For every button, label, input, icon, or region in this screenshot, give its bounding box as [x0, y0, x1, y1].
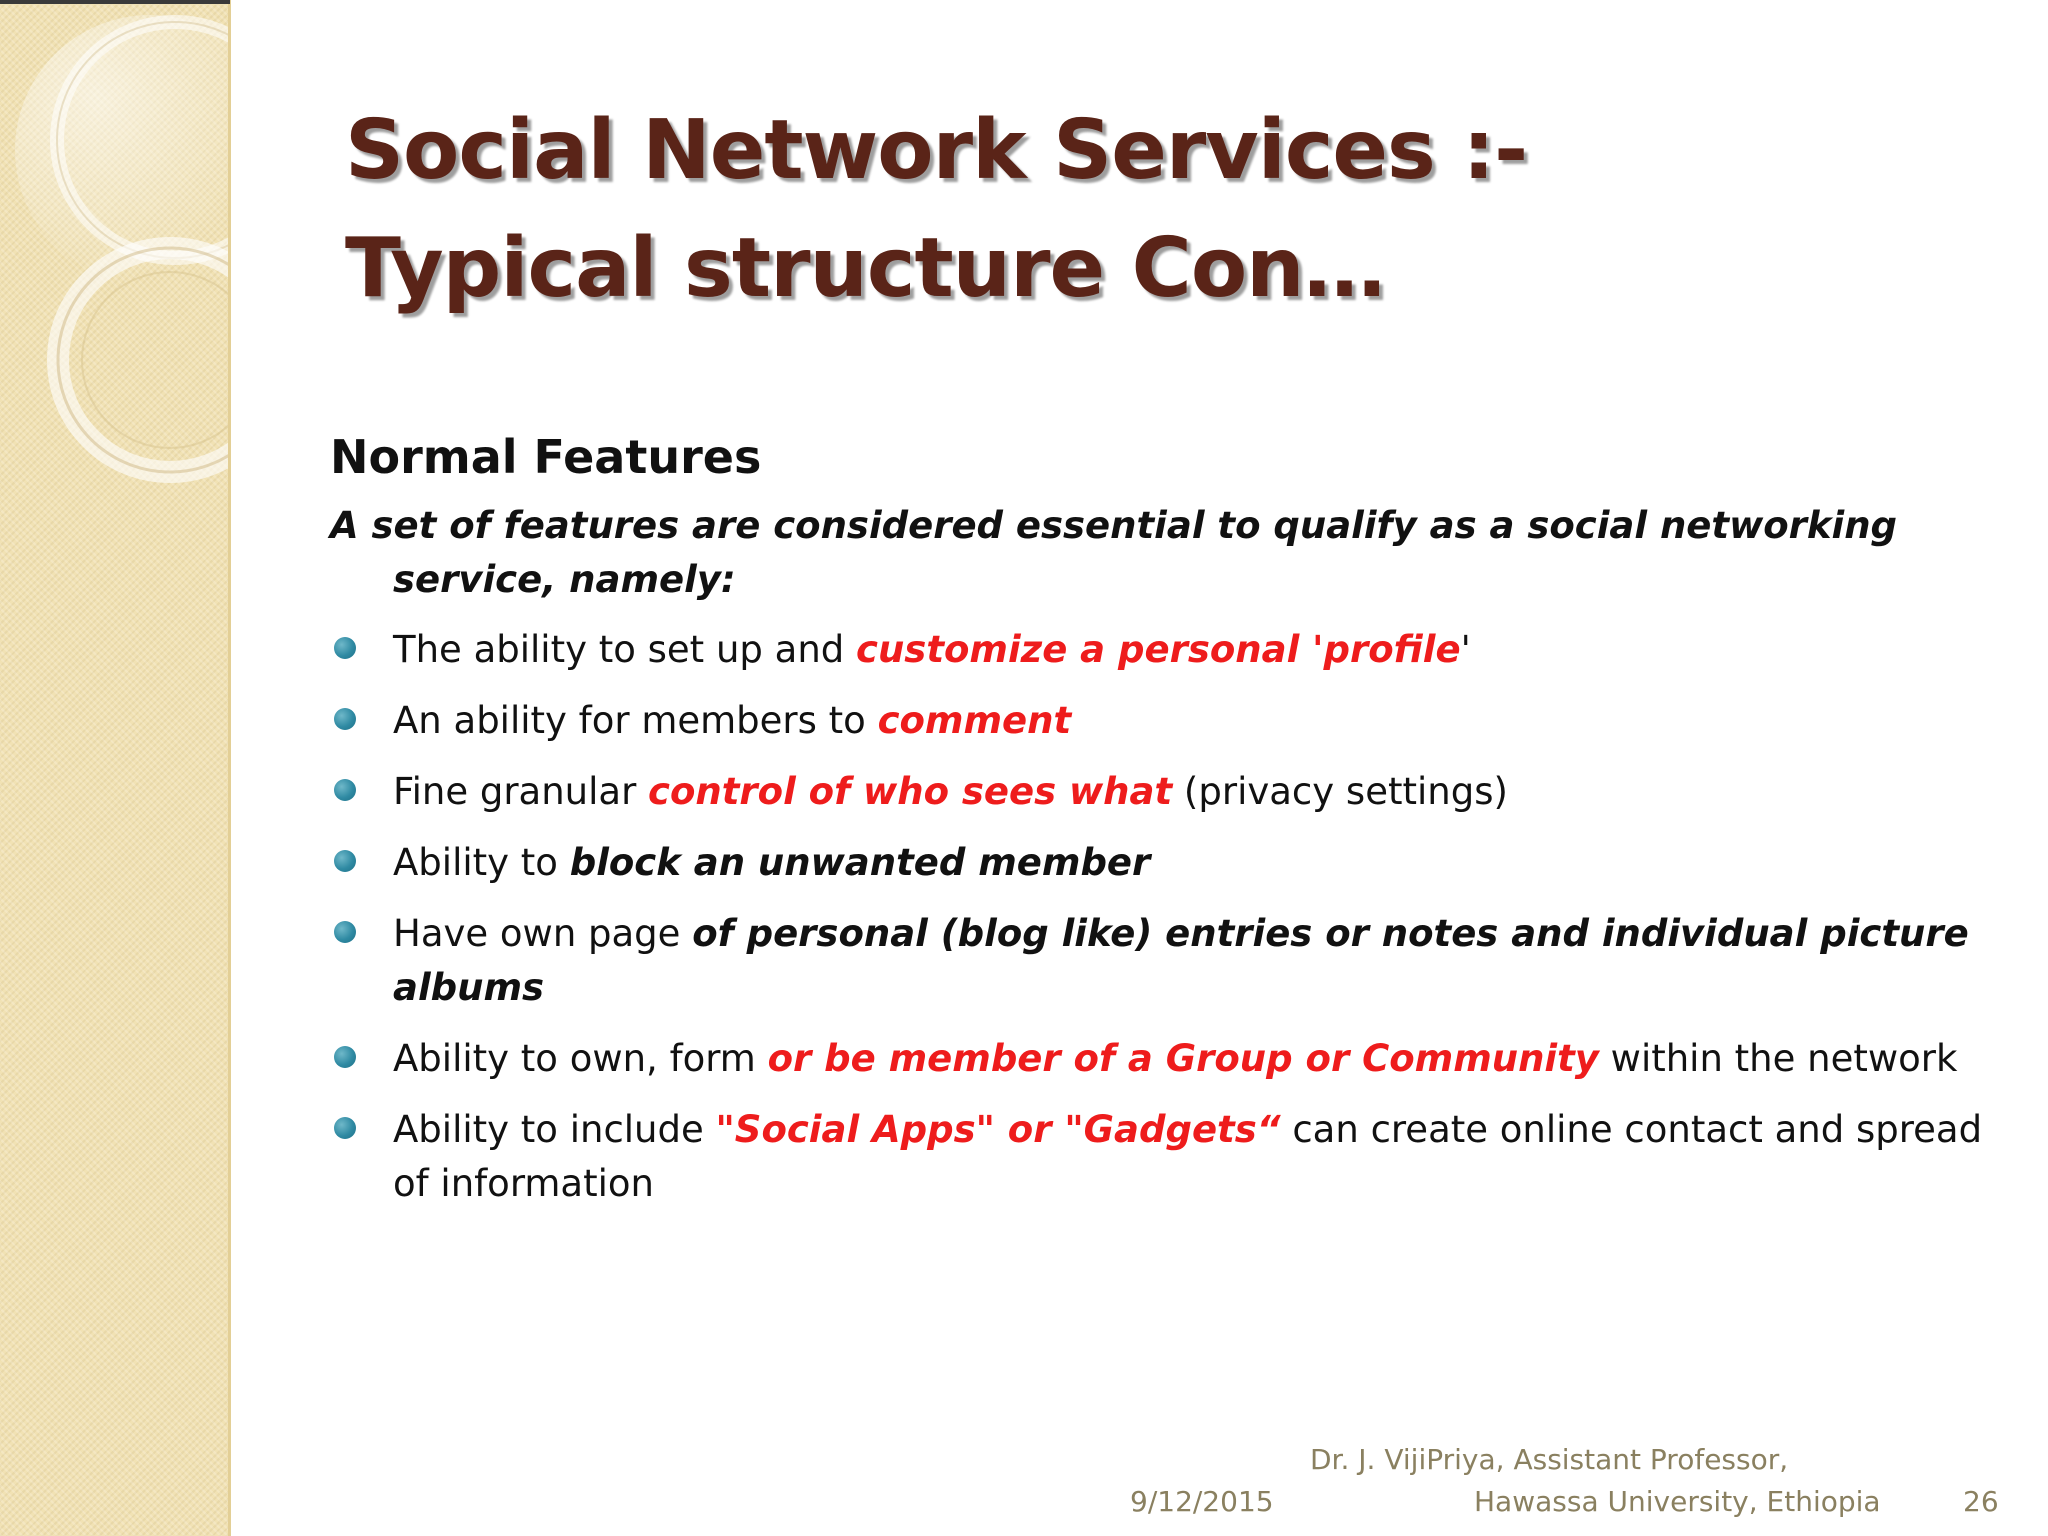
footer-author-line-2: Hawassa University, Ethiopia — [1474, 1485, 1881, 1518]
feature-list — [330, 623, 1990, 1211]
bullet-icon — [334, 921, 356, 943]
slide-title — [345, 92, 1945, 328]
bullet-icon — [334, 637, 356, 659]
feature-text: Fine granular — [393, 770, 649, 813]
feature-text: An ability for members to — [393, 699, 878, 742]
feature-text: ' — [1460, 628, 1471, 671]
decorative-rings-icon — [0, 0, 228, 560]
feature-text: within the network — [1598, 1037, 1958, 1080]
intro-text: A set of features are considered essential to qualify as a social networking service, namely: — [330, 504, 1898, 601]
feature-text: Ability to include — [393, 1108, 716, 1151]
feature-emphasis-text: block an unwanted member — [569, 841, 1151, 884]
bullet-icon — [334, 1046, 356, 1068]
feature-text: Have own page — [393, 912, 693, 955]
feature-emphasis-text: comment — [877, 699, 1072, 742]
feature-list-item — [330, 623, 1990, 677]
bullet-icon — [334, 1117, 356, 1139]
top-corner-line — [0, 0, 230, 4]
feature-list-item — [330, 694, 1990, 748]
feature-list-item — [330, 765, 1990, 819]
feature-text: can create online contact and spread of information — [393, 1108, 1983, 1205]
footer-author-line-1: Dr. J. VijiPriya, Assistant Professor, — [1310, 1443, 1789, 1476]
feature-text: The ability to set up and — [393, 628, 857, 671]
footer-page-number: 26 — [1963, 1485, 1999, 1518]
feature-list-item — [330, 836, 1990, 890]
feature-text: (privacy settings) — [1172, 770, 1508, 813]
bullet-icon — [334, 850, 356, 872]
feature-list-item — [330, 1032, 1990, 1086]
feature-emphasis-text: or be member of a Group or Community — [767, 1037, 1599, 1080]
feature-text: Ability to own, form — [393, 1037, 768, 1080]
feature-emphasis-text: customize a personal 'profile — [856, 628, 1461, 671]
feature-emphasis-text: control of who sees what — [648, 770, 1173, 813]
slide-content — [330, 425, 1990, 1228]
slide-title-line-2: Typical structure Con… — [345, 221, 1385, 316]
bullet-icon — [334, 708, 356, 730]
section-heading: Normal Features — [330, 430, 762, 484]
slide-title-line-1: Social Network Services :- — [345, 103, 1528, 198]
feature-emphasis-text: "Social Apps" or "Gadgets“ — [715, 1108, 1281, 1151]
decorative-side-band — [0, 0, 231, 1536]
feature-emphasis-text: of personal (blog like) entries or notes and individual picture albums — [393, 912, 1969, 1009]
feature-text: Ability to — [393, 841, 570, 884]
feature-list-item — [330, 907, 1990, 1015]
footer-date: 9/12/2015 — [1130, 1485, 1274, 1518]
feature-list-item — [330, 1103, 1990, 1211]
bullet-icon — [334, 779, 356, 801]
